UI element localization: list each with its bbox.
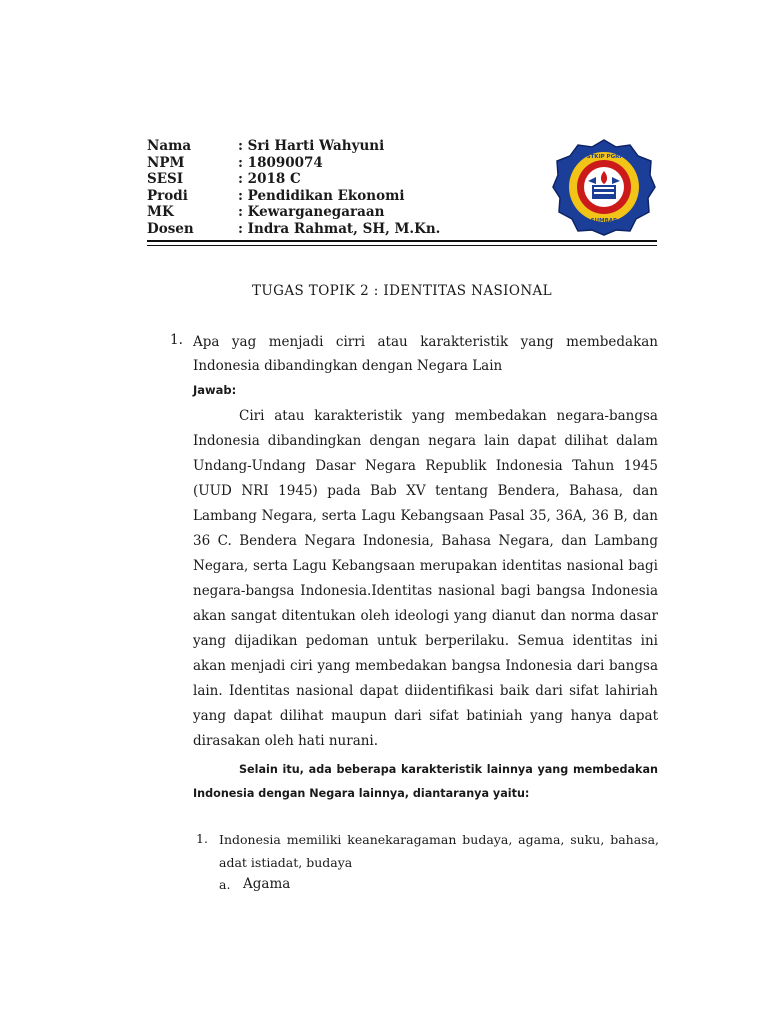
identity-row-npm <box>147 155 547 172</box>
identity-label: Nama <box>147 138 192 154</box>
identity-label: Dosen <box>147 220 194 237</box>
question-number: 1. <box>170 332 183 348</box>
identity-label: Prodi <box>147 187 188 204</box>
identity-value: : Sri Harti Wahyuni <box>238 138 385 154</box>
question-text: Apa yag menjadi cirri atau karakteristik yang membedakan Indonesia dibandingkan dengan Negara Lain <box>193 334 658 374</box>
sub-item-text: Agama <box>243 876 291 892</box>
second-paragraph: Selain itu, ada beberapa karakteristik lainnya yang membedakan Indonesia dengan Negara lainnya, diantaranya yaitu: <box>193 763 658 800</box>
identity-row-dosen <box>147 221 547 238</box>
identity-row-prodi <box>147 188 547 205</box>
university-emblem-icon <box>552 137 656 236</box>
emblem-top-text: STKIP PGRI <box>586 154 622 160</box>
identity-value: : 2018 C <box>238 171 301 187</box>
identity-value: : Kewarganegaraan <box>238 204 385 220</box>
identity-row-sesi <box>147 171 547 188</box>
identity-value: : Indra Rahmat, SH, M.Kn. <box>238 220 441 237</box>
header-divider-thin <box>147 245 657 246</box>
identity-label: NPM <box>147 154 185 171</box>
identity-row-nama <box>147 138 547 155</box>
identity-label: SESI <box>147 171 184 187</box>
sub-item-label: a. <box>219 877 231 892</box>
student-identity-block <box>147 138 547 237</box>
answer-paragraph: Ciri atau karakteristik yang membedakan negara-bangsa Indonesia dibandingkan dengan negara lain dapat dilihat dalam Undang-Undang Dasar Negara Republik Indonesia Tahun 1945 (UUD NRI 1945) pada Bab XV tentang Bendera, Bahasa, dan Lambang Negara, serta Lagu Kebangsaan Pasal 35, 36A, 36 B, dan 36 C. Bendera Negara Indonesia, Bahasa Negara, dan Lambang Negara, serta Lagu Kebangsaan merupakan identitas nasional bagi negara-bangsa Indonesia.Identitas nasional bagi bangsa Indonesia akan sangat ditentukan oleh ideologi yang dianut dan norma dasar yang dijadikan pedoman untuk berperilaku. Semua identitas ini akan menjadi ciri yang membedakan bangsa Indonesia dari bangsa lain. Identitas nasional dapat diidentifikasi baik dari sifat lahiriah yang dapat dilihat maupun dari sifat batiniah yang hanya dapat dirasakan oleh hati nurani. <box>193 408 658 749</box>
list-item-text: Indonesia memiliki keanekaragaman budaya, agama, suku, bahasa, adat istiadat, budaya <box>219 832 659 870</box>
identity-value: : 18090074 <box>238 154 323 171</box>
header-divider-thick <box>147 240 657 242</box>
assignment-title: TUGAS TOPIK 2 : IDENTITAS NASIONAL <box>251 283 553 299</box>
identity-value: : Pendidikan Ekonomi <box>238 187 405 204</box>
emblem-book-line <box>594 192 614 194</box>
answer-label: Jawab: <box>193 383 237 397</box>
emblem-bottom-text: SUMBAR <box>590 218 618 224</box>
identity-label: MK <box>147 204 174 220</box>
list-item-number: 1. <box>196 831 208 846</box>
emblem-book-line <box>594 187 614 189</box>
identity-row-mk <box>147 204 547 221</box>
